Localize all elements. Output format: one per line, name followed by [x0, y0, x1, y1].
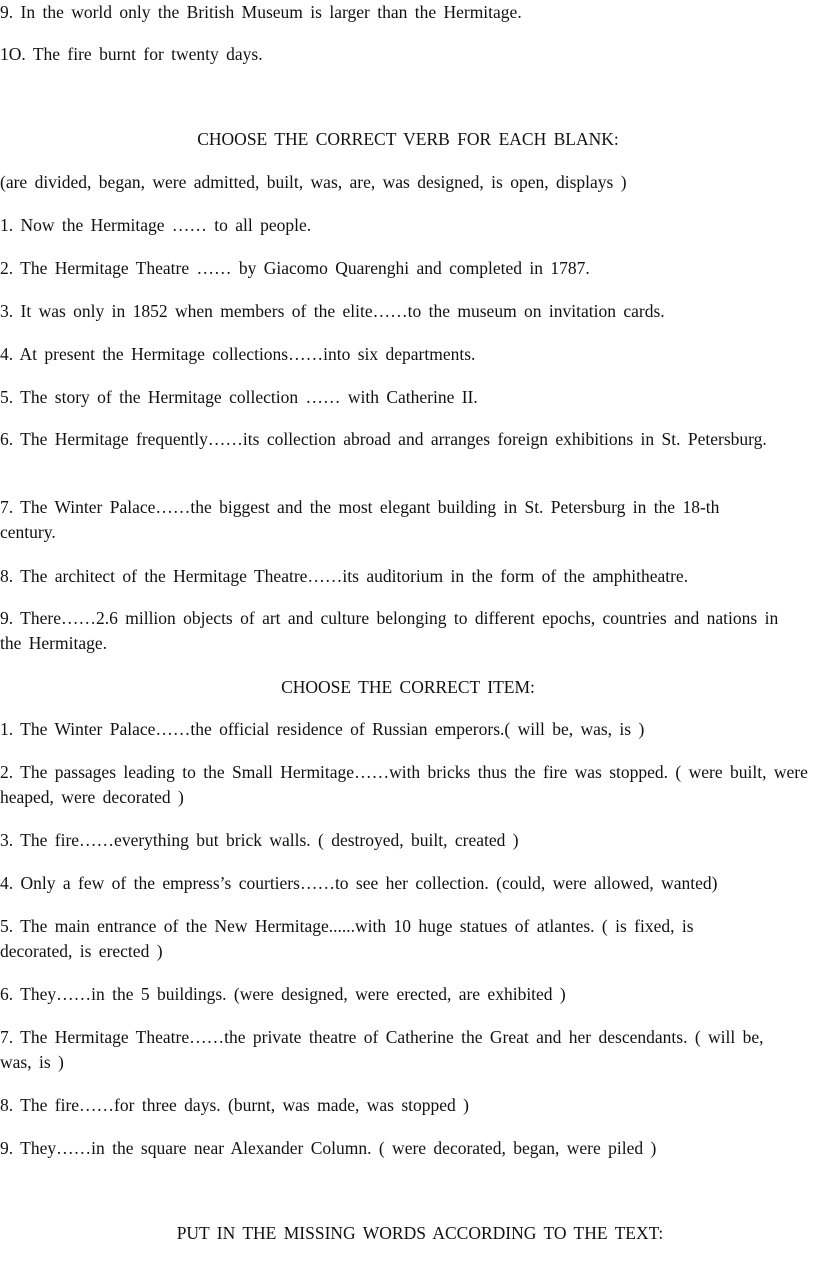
statement-9: 9. In the world only the British Museum is larger than the Hermitage. — [0, 2, 522, 22]
item-exercise-5: 5. The main entrance of the New Hermitage......with 10 huge statues of atlantes. ( is fixed, is decorated, is erected ) — [0, 916, 694, 961]
verb-options: (are divided, began, were admitted, built, was, are, was designed, is open, displays ) — [0, 172, 627, 192]
verb-exercise-9: 9. There……2.6 million objects of art and culture belonging to different epochs, countries and nations in the Hermitage. — [0, 608, 779, 653]
verb-exercise-3: 3. It was only in 1852 when members of the elite……to the museum on invitation cards. — [0, 301, 665, 321]
verb-exercise-7: 7. The Winter Palace……the biggest and the most elegant building in St. Petersburg in the 18-th century. — [0, 497, 720, 542]
section-heading-missing-words: PUT IN THE MISSING WORDS ACCORDING TO THE TEXT: — [176, 1223, 664, 1243]
verb-exercise-5: 5. The story of the Hermitage collection …… with Catherine II. — [0, 387, 478, 407]
item-exercise-4: 4. Only a few of the empress’s courtiers……to see her collection. (could, were allowed, wanted) — [0, 873, 718, 893]
item-exercise-6: 6. They……in the 5 buildings. (were designed, were erected, are exhibited ) — [0, 984, 566, 1004]
section-heading-item: CHOOSE THE CORRECT ITEM: — [281, 677, 535, 697]
verb-exercise-4: 4. At present the Hermitage collections……into six departments. — [0, 344, 476, 364]
section-heading-verb: CHOOSE THE CORRECT VERB FOR EACH BLANK: — [197, 129, 619, 149]
verb-exercise-8: 8. The architect of the Hermitage Theatre……its auditorium in the form of the amphitheatre. — [0, 566, 689, 586]
item-exercise-7: 7. The Hermitage Theatre……the private theatre of Catherine the Great and her descendants. ( will be, was, is ) — [0, 1027, 764, 1072]
statement-10: 1O. The fire burnt for twenty days. — [0, 44, 263, 64]
item-exercise-3: 3. The fire……everything but brick walls. ( destroyed, built, created ) — [0, 830, 519, 850]
verb-exercise-2: 2. The Hermitage Theatre …… by Giacomo Quarenghi and completed in 1787. — [0, 258, 590, 278]
item-exercise-2: 2. The passages leading to the Small Hermitage……with bricks thus the fire was stopped. ( were built, were heaped, were decorated ) — [0, 762, 808, 807]
verb-exercise-6: 6. The Hermitage frequently……its collection abroad and arranges foreign exhibitions in St. Petersburg. — [0, 429, 767, 449]
item-exercise-1: 1. The Winter Palace……the official residence of Russian emperors.( will be, was, is ) — [0, 719, 645, 739]
item-exercise-9: 9. They……in the square near Alexander Column. ( were decorated, began, were piled ) — [0, 1138, 657, 1158]
item-exercise-8: 8. The fire……for three days. (burnt, was made, was stopped ) — [0, 1095, 469, 1115]
verb-exercise-1: 1. Now the Hermitage …… to all people. — [0, 215, 312, 235]
